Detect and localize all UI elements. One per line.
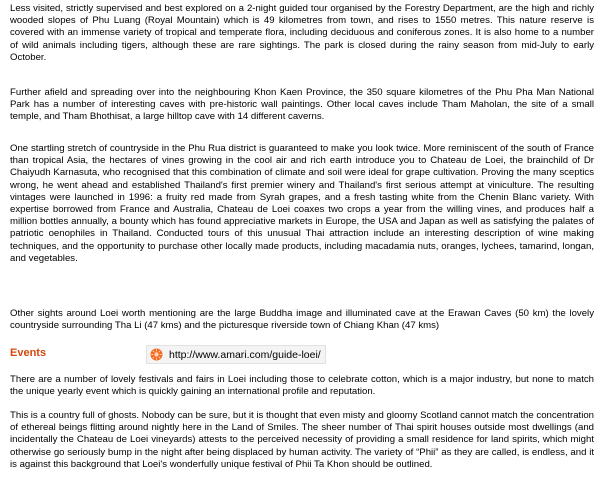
paragraph-phu-pha-man: Further afield and spreading over into the neighbouring Khon Kaen Province, the 350 square kilometres of the Phu Pha Man National Park has a number of interesting caves with pre-historic wall paintings. Other local caves include Tham Maholan, the site of a small temple, and Tham Bhothisat, a large hilltop cave with 14 different caverns. <box>10 87 594 123</box>
paragraph-chateau-de-loei: One startling stretch of countryside in the Phu Rua district is guaranteed to make you look twice. More reminiscent of the south of France than tropical Asia, the hectares of vines growing in the cool air and rich earth introduce you to Chateau de Loei, the brainchild of Dr Chaiyudh Karnasuta, who recognised that this combination of climate and soil were ideal for grape cultivation. Proving the many sceptics wrong, he went ahead and established Thailand's first premier winery and Thailand's first serious attempt at viniculture. The resulting vintages were launched in 1996: a fruity red made from Syrah grapes, and a fresh tasting white from the Chenin Blanc variety. With expertise borrowed from France and Australia, Chateau de Loei coaxes two crops a year from the willing vines, and produces half a million bottles annually, a bounty which has found appreciative markets in Europe, the USA and Japan as well as satisfying the palates of patriotic oenophiles in Thailand. Conducted tours of this unusual Thai attraction include an interesting description of wine making techniques, and the opportunity to purchase other locally made products, including macadamia nuts, oranges, lychees, tamarind, longan, and vegetables. <box>10 143 594 264</box>
paragraph-phu-luang: Less visited, strictly supervised and best explored on a 2-night guided tour organised by the Forestry Department, are the high and richly wooded slopes of Phu Luang (Royal Mountain) which is 49 kilometres from town, and rises to 1550 metres. This nature reserve is covered with an immense variety of tropical and temperate flora, including deciduous and coniferous zones. It is also home to a number of wild animals including tigers, although these are rare sightings. The park is closed during the rainy season from mid-July to early October. <box>10 3 594 63</box>
paragraph-festivals: There are a number of lovely festivals and fairs in Loei including those to celebrate cotton, which is a major industry, but none to match the unique yearly event which is quickly gaining an international profile and reputation. <box>10 374 594 398</box>
events-heading: Events <box>10 347 47 359</box>
paragraph-ghosts: This is a country full of ghosts. Nobody can be sure, but it is thought that even misty and gloomy Scotland cannot match the concentration of ethereal beings flitting around nightly here in the Land of Smiles. The sheer number of Thai spirit houses outside most dwellings (and incidentally the Chateau de Loei vineyards) attests to the perceived necessity of providing a small residence for land spirits, which might otherwise go seriously bump in the night after being displaced by human activity. The variety of “Phii” as they are called, is endless, and it is against this background that Loei's wonderfully unique festival of Phii Ta Khon should be outlined. <box>10 410 594 470</box>
paragraph-other-sights: Other sights around Loei worth mentioning are the large Buddha image and illuminated cave at the Erawan Caves (50 km) the lovely countryside surrounding Tha Li (47 kms) and the picturesque riverside town of Chiang Khan (47 kms) <box>10 308 594 332</box>
url-text: http://www.amari.com/guide-loei/ <box>169 348 321 361</box>
orange-sun-icon <box>150 348 163 361</box>
url-link[interactable] <box>146 345 326 364</box>
events-section-header <box>10 344 594 364</box>
